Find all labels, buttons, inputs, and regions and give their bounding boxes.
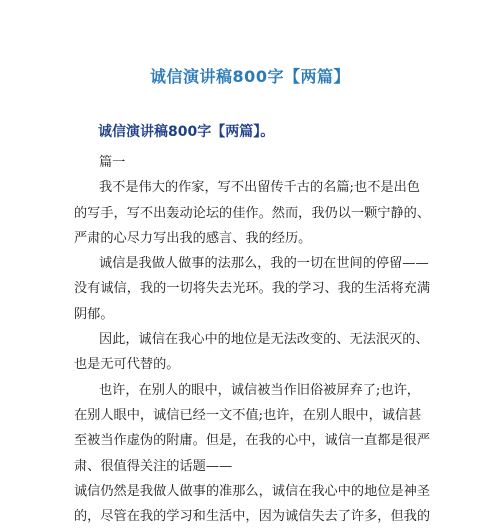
body-line: 阴郁。: [74, 306, 114, 322]
body-line: 也许，在别人的眼中，诚信被当作旧俗被屏弃了;也许，: [99, 382, 420, 398]
body-line: 因此，诚信在我心中的地位是无法改变的、无法泯灭的、: [99, 332, 429, 348]
body-line: 诚信是我做人做事的法那么，我的一切在世间的停留——: [99, 256, 429, 272]
body-line: 也是无可代替的。: [74, 357, 180, 373]
document-body: [74, 150, 434, 529]
body-line: 的写手，写不出轰动论坛的佳作。然而，我仍以一颗宁静的、: [74, 205, 431, 221]
body-line: 篇一: [99, 155, 126, 170]
body-line: 肃、很值得关注的话题——: [74, 458, 233, 474]
body-line: 的，尽管在我的学习和生活中，因为诚信失去了许多，但我的: [74, 509, 431, 525]
body-line: 没有诚信，我的一切将失去光环。我的学习、我的生活将充满: [74, 281, 431, 297]
body-line: 诚信仍然是我做人做事的准那么，诚信在我心中的地位是神圣: [74, 483, 431, 499]
document-title: 诚信演讲稿800字【两篇】: [150, 67, 350, 86]
document-subtitle: 诚信演讲稿800字【两篇】。: [98, 124, 275, 140]
body-line: 严肃的心尽力写出我的感言、我的经历。: [74, 230, 312, 246]
body-line: 我不是伟大的作家，写不出留传千古的名篇;也不是出色: [99, 180, 420, 196]
body-line: 至被当作虚伪的附庸。但是，在我的心中，诚信一直都是很严: [74, 433, 431, 449]
body-line: 在别人眼中，诚信已经一文不值;也许，在别人眼中，诚信甚: [74, 407, 422, 423]
